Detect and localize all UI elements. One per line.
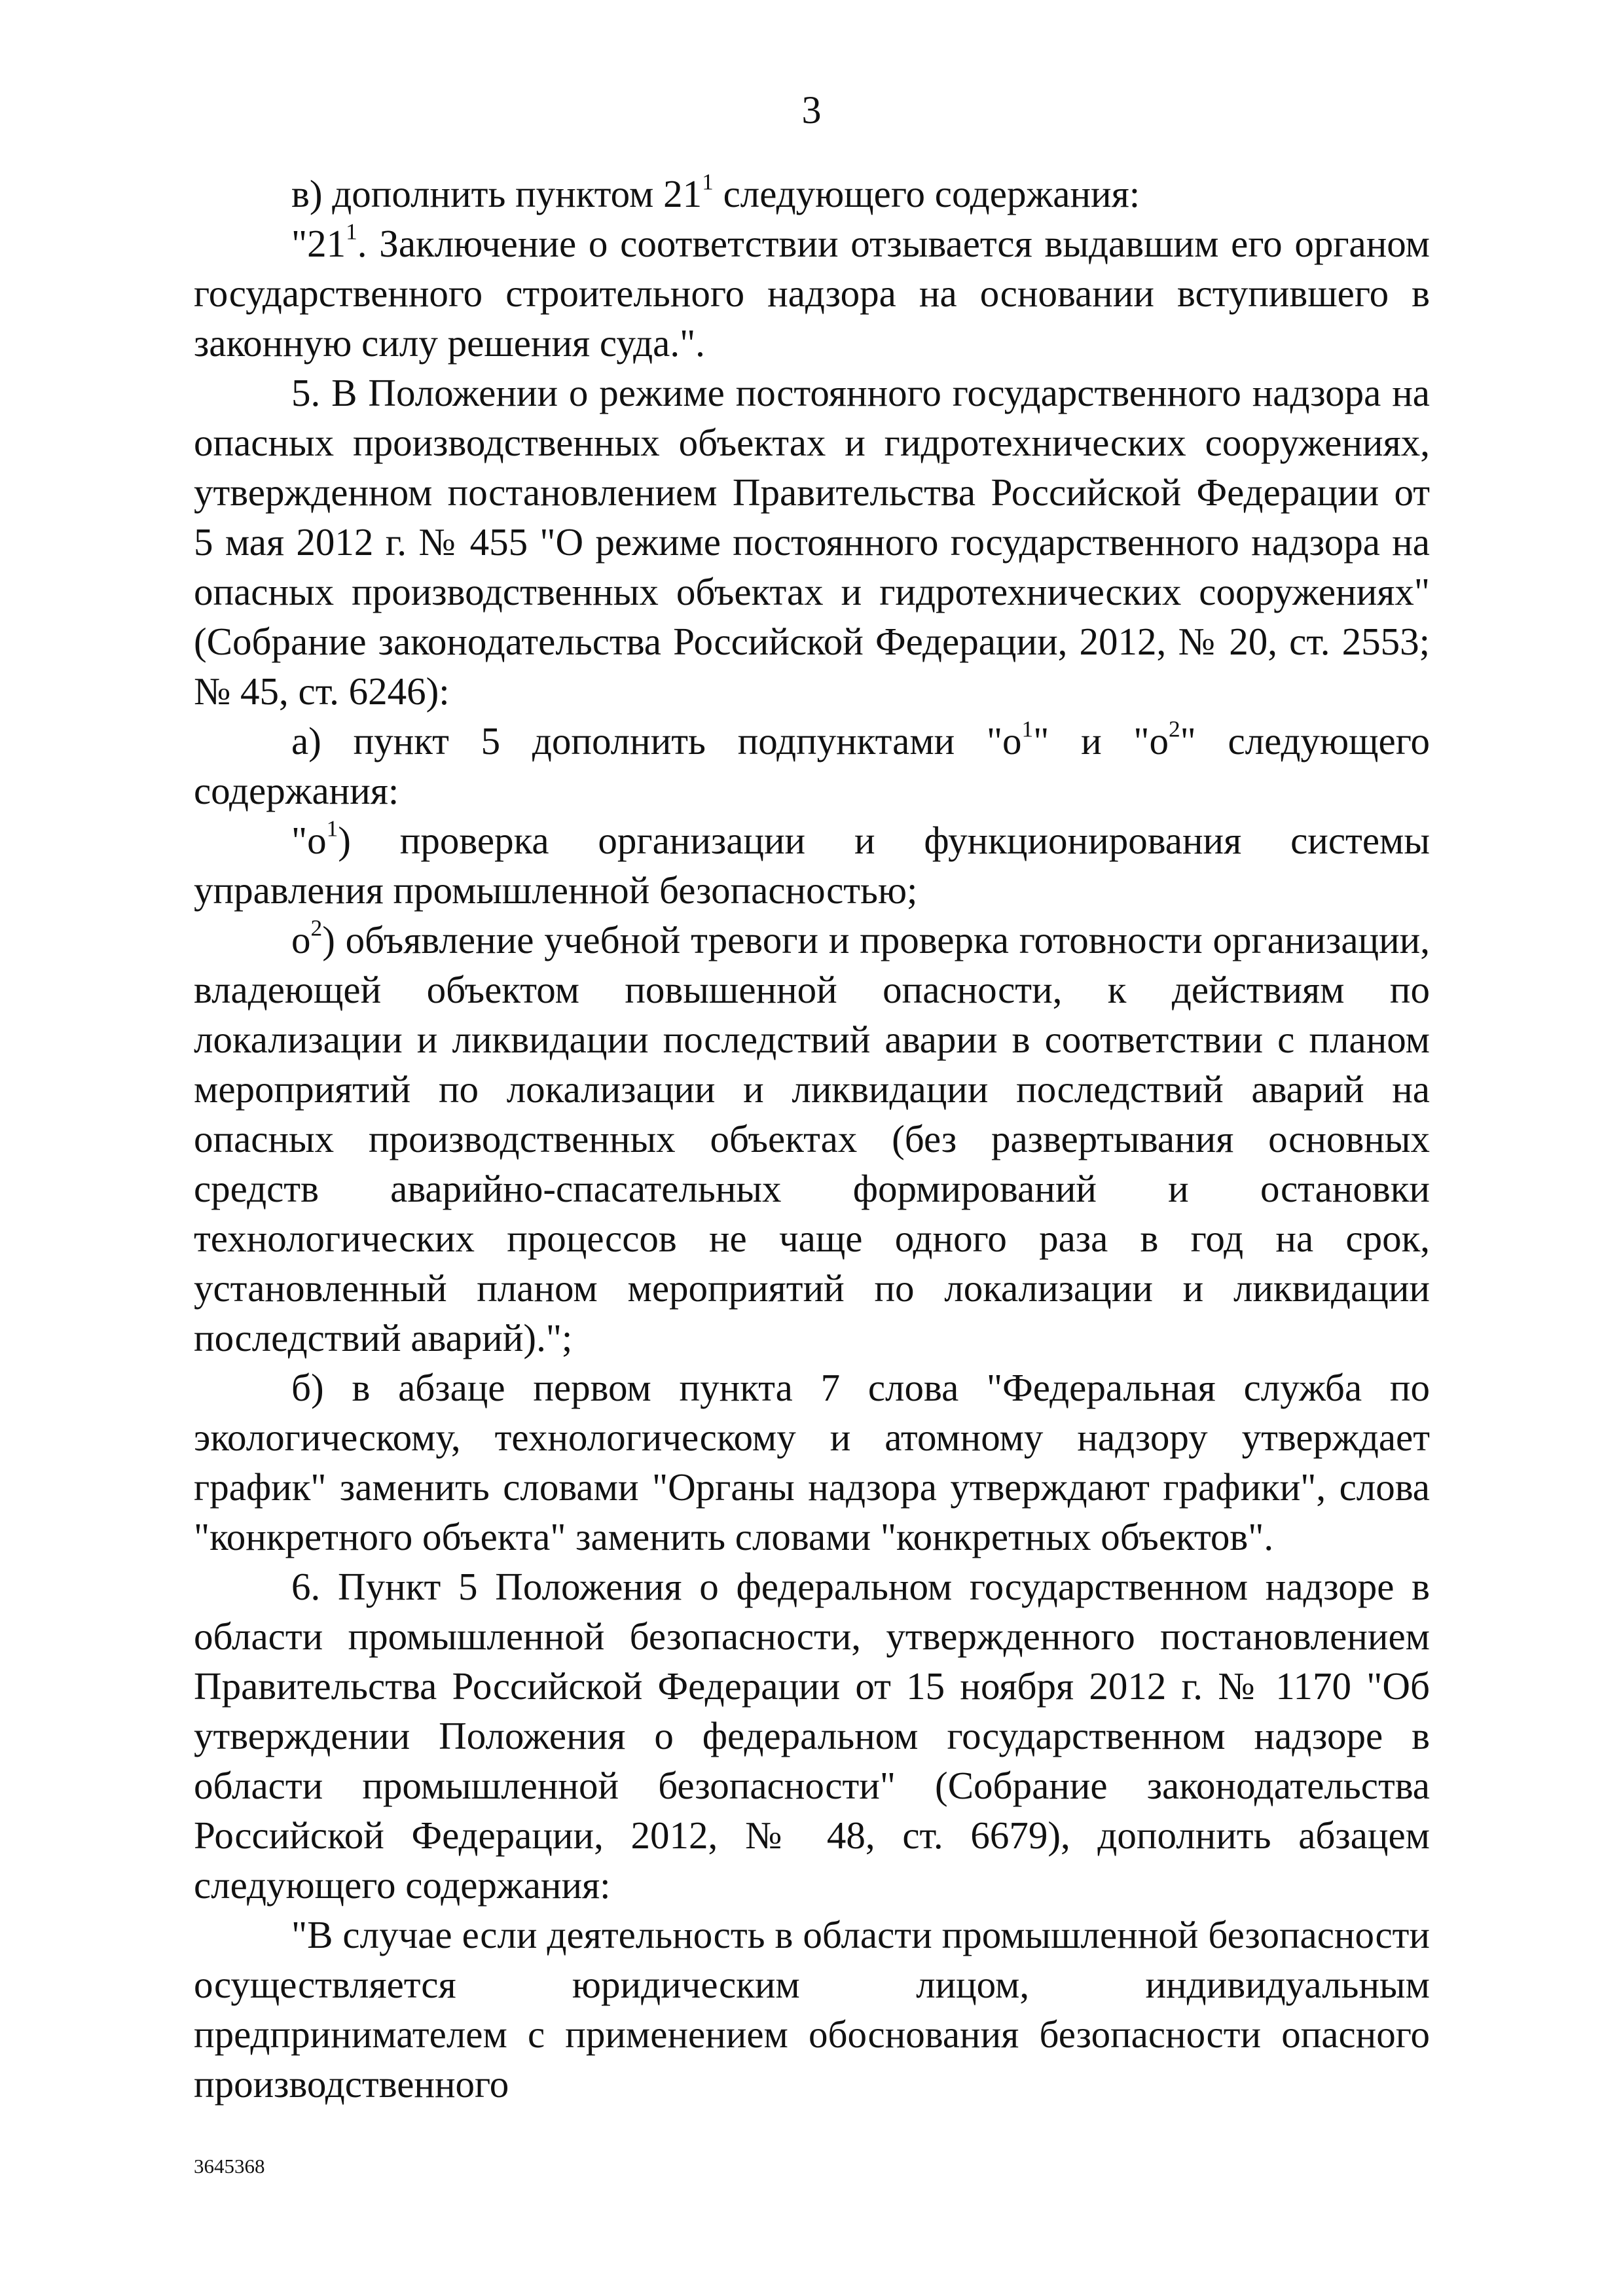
paragraph-item-5-b: б) в абзаце первом пункта 7 слова "Федеральная служба по экологическому, технологическому и атомному надзору утверждает график" заменить словами "Органы надзора утверждают графики", слова "конкретного объекта" заменить словами "конкретных объектов". [194, 1366, 1430, 1558]
page-number: 3 [801, 88, 822, 132]
paragraph-item-6-quote: "В случае если деятельность в области промышленной безопасности осуществляется юридическим лицом, индивидуальным предпринимателем с применением обоснования безопасности опасного производственного [194, 1913, 1430, 2106]
paragraph-subitem-o1: "$о^1$) проверка организации и функционирования системы управления промышленной безопасностью; [194, 815, 1430, 912]
paragraph-subitem-o2: $о^2$) объявление учебной тревоги и проверка готовности организации, владеющей объектом повышенной опасности, к действиям по локализации и ликвидации последствий аварии в соответствии с планом мероприятий по локализации и ликвидации последствий аварий на опасных производственных объектах (без развертывания основных средств аварийно-спасательных формирований и остановки технологических процессов не чаще одного раза в год на срок, установленный планом мероприятий по локализации и ликвидации последствий аварий)."; [194, 914, 1430, 1359]
paragraph-item-5: 5. В Положении о режиме постоянного государственного надзора на опасных производственных объектах и гидротехнических сооружениях, утвержденном постановлением Правительства Российской Федерации от 5 мая 2012 г. № 455 "О режиме постоянного государственного надзора на опасных производственных объектах и гидротехнических сооружениях" (Собрание законодательства Российской Федерации, 2012, № 20, ст. 2553; № 45, ст. 6246): [194, 371, 1430, 713]
document-body [194, 169, 1430, 2109]
paragraph-v-add-point-21-1: в) дополнить пунктом $21^1$ следующего содержания: [291, 168, 1140, 215]
paragraph-item-5-a: а) пункт 5 дополнить подпунктами "$о^1$" и "$о^2$" следующего содержания: [194, 715, 1430, 812]
document-code: 3645368 [194, 2155, 265, 2178]
paragraph-item-6: 6. Пункт 5 Положения о федеральном государственном надзоре в области промышленной безопасности, утвержденного постановлением Правительства Российской Федерации от 15 ноября 2012 г. № 1170 "Об утверждении Положения о федеральном государственном надзоре в области промышленной безопасности" (Собрание законодательства Российской Федерации, 2012, № 48, ст. 6679), дополнить абзацем следующего содержания: [194, 1565, 1430, 1907]
paragraph-point-21-1-text: "$21^1$. Заключение о соответствии отзывается выдавшим его органом государственного строительного надзора на основании вступившего в законную силу решения суда.". [194, 218, 1430, 365]
